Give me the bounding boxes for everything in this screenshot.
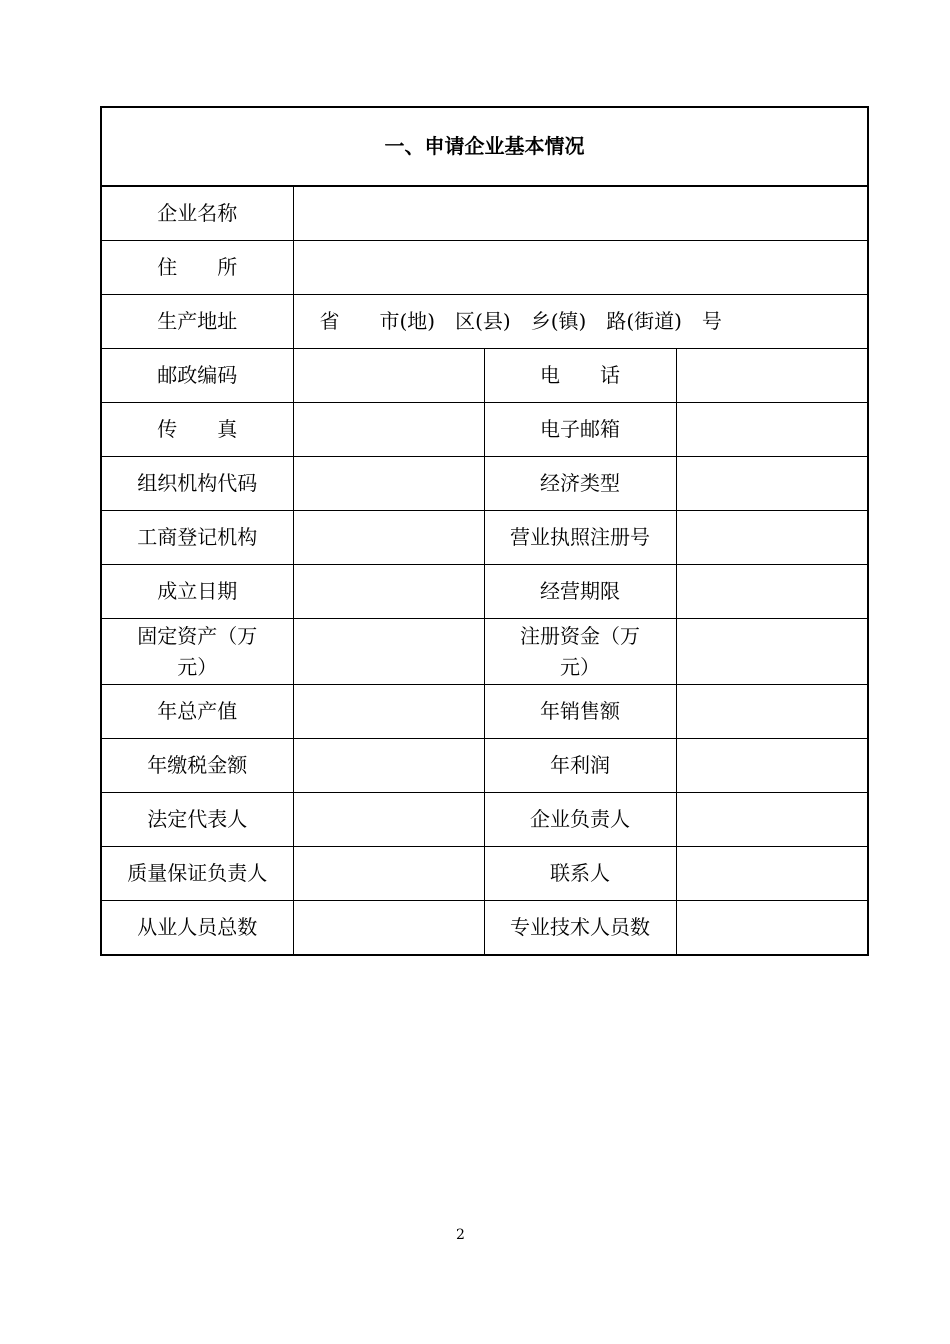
field-telephone[interactable] (676, 349, 868, 403)
field-business-term[interactable] (676, 565, 868, 619)
field-annual-output[interactable] (293, 685, 484, 739)
field-email[interactable] (676, 403, 868, 457)
label-total-staff: 从业人员总数 (101, 901, 293, 956)
field-fax[interactable] (293, 403, 484, 457)
field-annual-profit[interactable] (676, 739, 868, 793)
label-fixed-assets-line2: 元） (177, 654, 218, 679)
label-annual-tax: 年缴税金额 (101, 739, 293, 793)
label-license-number: 营业执照注册号 (484, 511, 676, 565)
field-economic-type[interactable] (676, 457, 868, 511)
field-postal-code[interactable] (293, 349, 484, 403)
label-established-date: 成立日期 (101, 565, 293, 619)
label-fixed-assets-line1: 固定资产（万 (137, 623, 258, 648)
label-legal-rep: 法定代表人 (101, 793, 293, 847)
field-fixed-assets[interactable] (293, 619, 484, 685)
field-production-address[interactable]: 省 市(地) 区(县) 乡(镇) 路(街道) 号 (293, 295, 868, 349)
field-contact[interactable] (676, 847, 868, 901)
label-fixed-assets (101, 619, 293, 685)
label-registered-capital-line2: 元） (560, 654, 600, 679)
field-qa-head[interactable] (293, 847, 484, 901)
field-registration-authority[interactable] (293, 511, 484, 565)
label-company-name: 企业名称 (101, 186, 293, 241)
field-registered-capital[interactable] (676, 619, 868, 685)
label-qa-head: 质量保证负责人 (101, 847, 293, 901)
label-fax: 传 真 (101, 403, 293, 457)
label-org-code: 组织机构代码 (101, 457, 293, 511)
label-annual-sales: 年销售额 (484, 685, 676, 739)
label-telephone: 电 话 (484, 349, 676, 403)
label-company-head: 企业负责人 (484, 793, 676, 847)
enterprise-info-table (100, 106, 869, 956)
label-business-term: 经营期限 (484, 565, 676, 619)
field-annual-sales[interactable] (676, 685, 868, 739)
field-company-head[interactable] (676, 793, 868, 847)
label-email: 电子邮箱 (484, 403, 676, 457)
field-established-date[interactable] (293, 565, 484, 619)
label-tech-staff: 专业技术人员数 (484, 901, 676, 956)
label-registered-capital (484, 619, 676, 685)
label-production-address: 生产地址 (101, 295, 293, 349)
section-title: 一、申请企业基本情况 (101, 107, 868, 186)
field-legal-rep[interactable] (293, 793, 484, 847)
field-address[interactable] (293, 241, 868, 295)
label-economic-type: 经济类型 (484, 457, 676, 511)
label-registration-authority: 工商登记机构 (101, 511, 293, 565)
field-license-number[interactable] (676, 511, 868, 565)
label-address: 住 所 (101, 241, 293, 295)
field-total-staff[interactable] (293, 901, 484, 956)
label-contact: 联系人 (484, 847, 676, 901)
field-company-name[interactable] (293, 186, 868, 241)
page-number: 2 (456, 1227, 465, 1243)
field-org-code[interactable] (293, 457, 484, 511)
label-annual-output: 年总产值 (101, 685, 293, 739)
label-registered-capital-line1: 注册资金（万 (520, 623, 640, 648)
field-annual-tax[interactable] (293, 739, 484, 793)
label-annual-profit: 年利润 (484, 739, 676, 793)
field-tech-staff[interactable] (676, 901, 868, 956)
label-postal-code: 邮政编码 (101, 349, 293, 403)
